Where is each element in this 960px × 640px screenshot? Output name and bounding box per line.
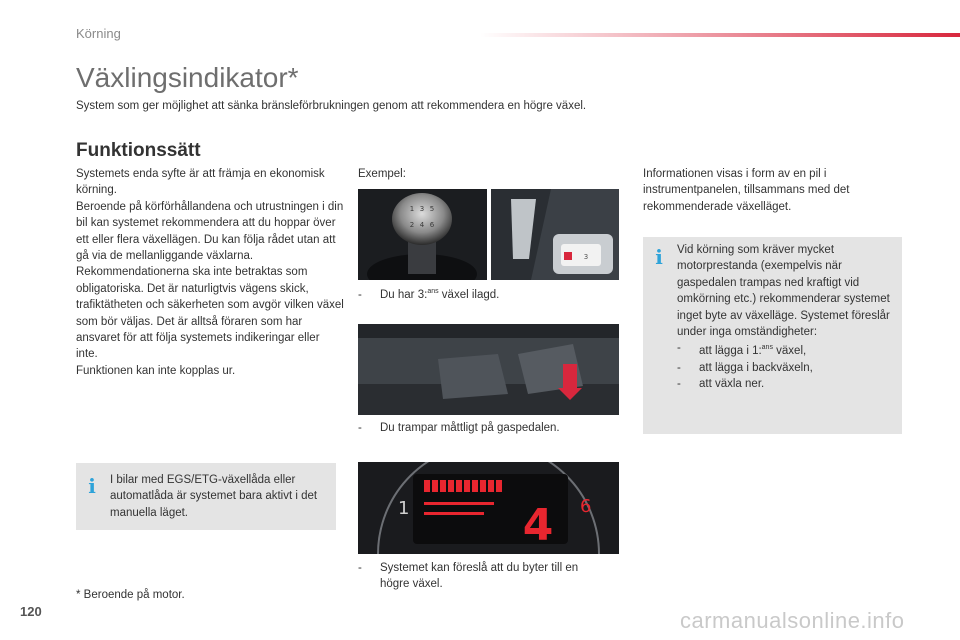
cluster-scale-left: 1 — [398, 498, 410, 519]
info-box-left — [76, 463, 336, 530]
caption-2: - Du trampar måttligt på gaspedalen. — [358, 422, 560, 434]
info-icon: i — [88, 474, 96, 498]
svg-text:4: 4 — [419, 221, 425, 229]
dashboard-detail-image — [491, 189, 619, 280]
svg-text:1: 1 — [409, 205, 415, 213]
column-1-text — [76, 166, 344, 379]
instrument-cluster-image — [358, 462, 619, 554]
info-right-intro: Vid körning som kräver mycket motorprestanda (exempelvis när gaspedalen trampas ned kraftigt vid omkörning etc.) rekommenderar systemet inget byte av växelläge. Systemet föreslår under inga omständigheter: — [677, 244, 890, 339]
info-icon: i — [655, 245, 663, 269]
column-3-text: Informationen visas i form av en pil i instrumentpanelen, tillsammans med det rekommenderade växelläget. — [643, 168, 850, 213]
svg-text:2: 2 — [409, 221, 415, 229]
page-title: Växlingsindikator* — [76, 62, 299, 93]
info-box-right-text — [677, 242, 892, 393]
section-heading: Funktionssätt — [76, 140, 201, 161]
page-number: 120 — [20, 604, 42, 619]
footnote: * Beroende på motor. — [76, 589, 185, 601]
section-label: Körning — [76, 26, 121, 41]
list-item: - att växla ner. — [677, 378, 765, 391]
paragraph: Rekommendationerna ska inte betraktas som obligatoriska. Det är naturligtvis vägens skick, trafiktätheten och säkerheten som avgör vilken växel som bör väljas. Det är alltså föraren som har ansvaret för att följa systemets indikeringar eller inte. — [76, 266, 344, 361]
svg-text:3: 3 — [419, 205, 425, 213]
paragraph: Systemets enda syfte är att främja en ekonomisk körning. — [76, 168, 325, 197]
list-item: - att lägga i backväxeln, — [677, 361, 813, 374]
svg-text:3: 3 — [583, 253, 589, 261]
paragraph: Funktionen kan inte kopplas ur. — [76, 364, 236, 377]
paragraph: Beroende på körförhållandena och utrustningen i din bil kan systemet rekommendera att du hoppar över ett eller flera växellägen. Du kan följa rådet utan att gå via de mellanliggande växlarna. — [76, 200, 344, 263]
caption-3: - Systemet kan föreslå att du byter till en högre växel. — [358, 562, 579, 590]
caption-1: - Du har 3:$^{ans}$ växel ilagd. — [358, 288, 500, 301]
gear-knob-image — [358, 189, 487, 280]
list-item: - att lägga i 1:$^{ans}$ växel, — [677, 342, 807, 358]
header-accent-bar — [480, 33, 960, 37]
info-box-right — [643, 237, 902, 434]
example-label: Exempel: — [358, 168, 406, 180]
svg-text:5: 5 — [429, 205, 435, 213]
intro-text: System som ger möjlighet att sänka bränsleförbrukningen genom att rekommendera en högre växel. — [76, 100, 587, 112]
cluster-scale-right: 6 — [580, 496, 592, 517]
footer-watermark: carmanualsonline.info — [680, 608, 905, 633]
svg-text:6: 6 — [429, 221, 435, 229]
pedals-image — [358, 324, 619, 415]
recommended-gear-digit: 4 — [522, 500, 554, 551]
info-box-left-text: I bilar med EGS/ETG-växellåda eller automatlåda är systemet bara aktivt i det manuella läget. — [110, 474, 318, 519]
